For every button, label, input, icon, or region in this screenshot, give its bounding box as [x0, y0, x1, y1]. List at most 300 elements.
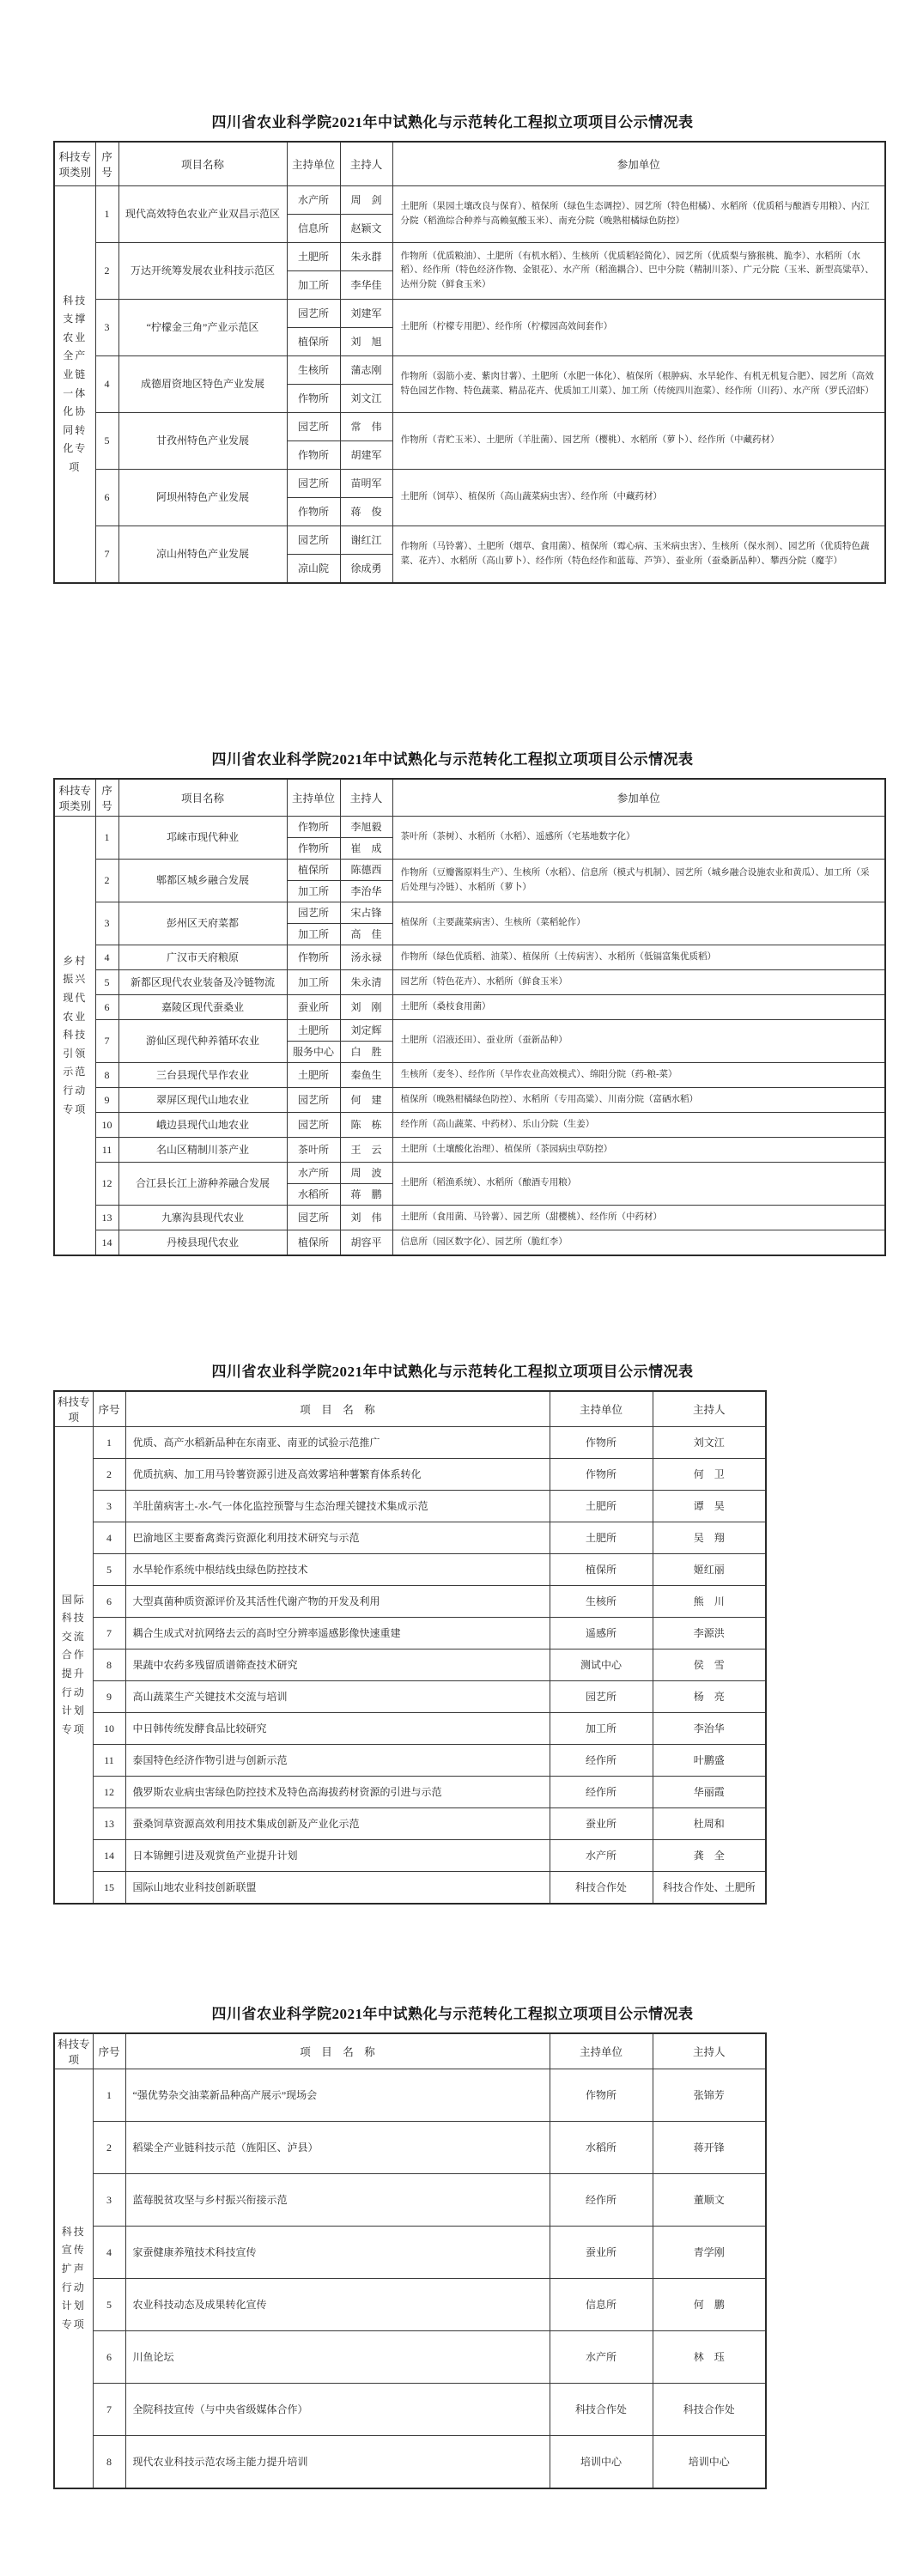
row-no: 2	[93, 1459, 125, 1491]
host-person: 龚 全	[653, 1840, 766, 1872]
project-name: 巴渝地区主要畜禽粪污资源化利用技术研究与示范	[125, 1522, 550, 1554]
host-unit: 信息所	[550, 2279, 653, 2331]
project-name: 邛崃市现代种业	[118, 817, 287, 860]
host-person: 苗明军	[340, 470, 392, 498]
col-header: 序号	[95, 779, 118, 817]
host-unit: 加工所	[287, 271, 340, 300]
host-person: 刘 伟	[340, 1206, 392, 1230]
project-name: 甘孜州特色产业发展	[118, 413, 287, 470]
project-name: 三台县现代旱作农业	[118, 1063, 287, 1088]
table-row	[54, 1681, 766, 1713]
row-no: 4	[95, 356, 118, 413]
table-row	[54, 2069, 766, 2122]
row-no: 8	[93, 2436, 125, 2489]
host-person: 侯 雪	[653, 1649, 766, 1681]
row-no: 12	[95, 1163, 118, 1206]
col-header: 科技专项类别	[54, 142, 95, 186]
project-name: 合江县长江上游种养融合发展	[118, 1163, 287, 1206]
host-unit: 科技合作处	[550, 1872, 653, 1905]
row-no: 14	[93, 1840, 125, 1872]
table-row	[54, 1586, 766, 1618]
project-name: 嘉陵区现代蚕桑业	[118, 995, 287, 1020]
row-no: 5	[93, 2279, 125, 2331]
host-unit: 测试中心	[550, 1649, 653, 1681]
table-row	[54, 1163, 885, 1184]
host-unit: 作物所	[287, 838, 340, 860]
host-unit: 经作所	[550, 1777, 653, 1808]
host-person: 何 建	[340, 1088, 392, 1113]
table-row	[54, 1206, 885, 1230]
col-header: 项目名称	[118, 142, 287, 186]
table-row	[54, 300, 885, 328]
project-name: 优质抗病、加工用马铃薯资源引进及高效雾培种薯繁育体系转化	[125, 1459, 550, 1491]
project-name: 峨边县现代山地农业	[118, 1113, 287, 1138]
col-header: 主持人	[653, 1391, 766, 1427]
row-no: 3	[93, 2174, 125, 2227]
table-row	[54, 1872, 766, 1905]
table-row	[54, 243, 885, 271]
host-unit: 作物所	[287, 498, 340, 526]
host-unit: 信息所	[287, 215, 340, 243]
host-unit: 作物所	[287, 817, 340, 838]
category-cell: 国际科技交流合作提升行动计划专项	[54, 1427, 93, 1905]
row-no: 9	[93, 1681, 125, 1713]
col-header: 主持人	[340, 142, 392, 186]
table-row	[54, 995, 885, 1020]
row-no: 1	[95, 186, 118, 243]
table-row	[54, 2331, 766, 2384]
row-no: 4	[93, 1522, 125, 1554]
host-person: 徐成勇	[340, 555, 392, 584]
project-name: 阿坝州特色产业发展	[118, 470, 287, 526]
row-no: 7	[93, 1618, 125, 1649]
project-name: 水旱轮作系统中根结线虫绿色防控技术	[125, 1554, 550, 1586]
host-person: 林 珏	[653, 2331, 766, 2384]
table-row	[54, 2384, 766, 2436]
project-name: 郫都区城乡融合发展	[118, 860, 287, 902]
host-person: 培训中心	[653, 2436, 766, 2489]
host-unit: 生核所	[287, 356, 340, 385]
table-row	[54, 413, 885, 441]
project-name: 蓝莓脱贫攻坚与乡村振兴衔接示范	[125, 2174, 550, 2227]
category-cell: 乡村振兴现代农业科技引领示范行动专项	[54, 817, 95, 1256]
participants-cell: 园艺所（特色花卉）、水稻所（鲜食玉米）	[392, 970, 885, 995]
host-unit: 土肥所	[287, 1020, 340, 1042]
table-row	[54, 1745, 766, 1777]
host-unit: 土肥所	[287, 1063, 340, 1088]
project-name: 果蔬中农药多残留质谱筛查技术研究	[125, 1649, 550, 1681]
host-unit: 园艺所	[287, 526, 340, 555]
project-name: 名山区精制川茶产业	[118, 1138, 287, 1163]
notice-table-section-3	[0, 1359, 905, 1905]
project-name: 国际山地农业科技创新联盟	[125, 1872, 550, 1905]
row-no: 13	[93, 1808, 125, 1840]
host-unit: 园艺所	[287, 1113, 340, 1138]
col-header: 主持单位	[550, 2033, 653, 2069]
table-row	[54, 1618, 766, 1649]
row-no: 12	[93, 1777, 125, 1808]
table-row	[54, 1554, 766, 1586]
project-name: 现代高效特色农业产业双昌示范区	[118, 186, 287, 243]
col-header: 序号	[95, 142, 118, 186]
project-name: 现代农业科技示范农场主能力提升培训	[125, 2436, 550, 2489]
category-cell: 科技支撑农业全产业链一体化协同转化专项	[54, 186, 95, 584]
host-person: 常 伟	[340, 413, 392, 441]
table-row	[54, 1088, 885, 1113]
project-name: 九寨沟县现代农业	[118, 1206, 287, 1230]
notice-table-section-2	[0, 747, 905, 1256]
row-no: 6	[95, 470, 118, 526]
participants-cell: 经作所（高山蔬菜、中药材）、乐山分院（生姜）	[392, 1113, 885, 1138]
project-name: 高山蔬菜生产关键技术交流与培训	[125, 1681, 550, 1713]
host-unit: 培训中心	[550, 2436, 653, 2489]
col-header: 项 目 名 称	[125, 1391, 550, 1427]
col-header: 序号	[93, 2033, 125, 2069]
participants-cell: 茶叶所（茶树）、水稻所（水稻）、遥感所（宅基地数字化）	[392, 817, 885, 860]
host-person: 谢红江	[340, 526, 392, 555]
host-unit: 加工所	[550, 1713, 653, 1745]
host-unit: 园艺所	[287, 413, 340, 441]
participants-cell: 土肥所（桑枝食用菌）	[392, 995, 885, 1020]
row-no: 3	[93, 1491, 125, 1522]
row-no: 6	[93, 2331, 125, 2384]
host-person: 白 胜	[340, 1042, 392, 1063]
host-person: 华丽霞	[653, 1777, 766, 1808]
host-unit: 植保所	[287, 860, 340, 881]
host-person: 董顺文	[653, 2174, 766, 2227]
table-title: 四川省农业科学院2021年中试熟化与示范转化工程拟立项项目公示情况表	[211, 2006, 694, 2022]
col-header: 参加单位	[392, 142, 885, 186]
host-person: 宋占锋	[340, 902, 392, 924]
project-name: 大型真菌种质资源评价及其活性代谢产物的开发及利用	[125, 1586, 550, 1618]
host-person: 蒋 鹏	[340, 1184, 392, 1206]
host-person: 秦鱼生	[340, 1063, 392, 1088]
table-title: 四川省农业科学院2021年中试熟化与示范转化工程拟立项项目公示情况表	[211, 751, 694, 768]
project-name: 日本锦鲤引进及观赏鱼产业提升计划	[125, 1840, 550, 1872]
project-name: 农业科技动态及成果转化宣传	[125, 2279, 550, 2331]
row-no: 1	[93, 2069, 125, 2122]
project-table-1	[53, 141, 886, 584]
row-no: 4	[95, 945, 118, 970]
participants-cell: 信息所（园区数字化）、园艺所（脆红李）	[392, 1230, 885, 1256]
col-header: 科技专项	[54, 2033, 93, 2069]
table-row	[54, 1063, 885, 1088]
host-person: 胡建军	[340, 441, 392, 470]
host-unit: 水产所	[287, 1163, 340, 1184]
host-person: 蒋 俊	[340, 498, 392, 526]
host-unit: 园艺所	[287, 300, 340, 328]
notice-table-section-1	[0, 110, 905, 584]
participants-cell: 土肥所（沼液还田）、蚕业所（蚕新品种）	[392, 1020, 885, 1063]
participants-cell: 土肥所（果园土壤改良与保育）、植保所（绿色生态调控）、园艺所（特色柑橘）、水稻所（优质稻与酿酒专用粮）、内江分院（稻渔综合种养与高赖氨酸玉米）、南充分院（晚熟柑橘绿色防控）	[392, 186, 885, 243]
host-person: 熊 川	[653, 1586, 766, 1618]
host-unit: 凉山院	[287, 555, 340, 584]
col-header: 科技专项	[54, 1391, 93, 1427]
row-no: 2	[95, 243, 118, 300]
col-header: 主持单位	[287, 779, 340, 817]
host-person: 崔 成	[340, 838, 392, 860]
host-unit: 遥感所	[550, 1618, 653, 1649]
host-person: 刘文江	[653, 1427, 766, 1459]
host-person: 张锦芳	[653, 2069, 766, 2122]
host-person: 蒋开锋	[653, 2122, 766, 2174]
host-person: 周 剑	[340, 186, 392, 215]
host-person: 李源洪	[653, 1618, 766, 1649]
host-person: 杨 亮	[653, 1681, 766, 1713]
host-person: 青学刚	[653, 2227, 766, 2279]
table-row	[54, 902, 885, 924]
table-row	[54, 1459, 766, 1491]
table-row	[54, 945, 885, 970]
row-no: 15	[93, 1872, 125, 1905]
project-name: 优质、高产水稻新品种在东南亚、南亚的试验示范推广	[125, 1427, 550, 1459]
host-unit: 蚕业所	[550, 1808, 653, 1840]
table-row	[54, 2227, 766, 2279]
notice-table-section-4	[0, 2002, 905, 2489]
project-name: 蚕桑饲草资源高效利用技术集成创新及产业化示范	[125, 1808, 550, 1840]
participants-cell: 生核所（麦冬）、经作所（旱作农业高效模式）、绵阳分院（药-粮-菜）	[392, 1063, 885, 1088]
table-row	[54, 2279, 766, 2331]
project-name: 俄罗斯农业病虫害绿色防控技术及特色高海拔药材资源的引进与示范	[125, 1777, 550, 1808]
col-header: 主持人	[653, 2033, 766, 2069]
row-no: 13	[95, 1206, 118, 1230]
row-no: 3	[95, 300, 118, 356]
host-person: 赵颖文	[340, 215, 392, 243]
project-name: 家蚕健康养殖技术科技宣传	[125, 2227, 550, 2279]
row-no: 4	[93, 2227, 125, 2279]
row-no: 6	[93, 1586, 125, 1618]
participants-cell: 土肥所（稻渔系统）、水稻所（酿酒专用粮）	[392, 1163, 885, 1206]
project-table-2	[53, 778, 886, 1256]
project-name: 彭州区天府菜都	[118, 902, 287, 945]
host-unit: 经作所	[550, 1745, 653, 1777]
participants-cell: 植保所（晚熟柑橘绿色防控）、水稻所（专用高粱）、川南分院（富硒水稻）	[392, 1088, 885, 1113]
host-unit: 蚕业所	[550, 2227, 653, 2279]
host-person: 吴 翔	[653, 1522, 766, 1554]
row-no: 7	[95, 526, 118, 584]
table-row	[54, 470, 885, 498]
category-cell: 科技宣传扩声行动计划专项	[54, 2069, 93, 2489]
table-title: 四川省农业科学院2021年中试熟化与示范转化工程拟立项项目公示情况表	[211, 1364, 694, 1380]
row-no: 5	[95, 413, 118, 470]
host-person: 姬红丽	[653, 1554, 766, 1586]
project-table-3	[53, 1390, 767, 1905]
participants-cell: 作物所（马铃薯）、土肥所（烟草、食用菌）、植保所（霉心病、玉米病虫害）、生核所（保水剂）、园艺所（优质特色蔬菜、花卉）、水稻所（高山萝卜）、经作所（特色经作和蓝莓、芦笋）、蚕业所（蚕桑新品种）、攀西分院（魔芋）	[392, 526, 885, 584]
host-unit: 作物所	[287, 385, 340, 413]
col-header: 主持单位	[287, 142, 340, 186]
host-person: 李治华	[340, 881, 392, 902]
host-unit: 土肥所	[550, 1491, 653, 1522]
table-row	[54, 1713, 766, 1745]
participants-cell: 土肥所（土壤酸化治理）、植保所（茶园病虫草防控）	[392, 1138, 885, 1163]
host-unit: 生核所	[550, 1586, 653, 1618]
host-unit: 植保所	[287, 328, 340, 356]
table-row	[54, 1808, 766, 1840]
table-row	[54, 1427, 766, 1459]
host-person: 李治华	[653, 1713, 766, 1745]
participants-cell: 作物所（豆瓣酱原料生产）、生核所（水稻）、信息所（模式与机制）、园艺所（城乡融合设施农业和黄瓜）、加工所（采后处理与冷链）、水稻所（萝卜）	[392, 860, 885, 902]
project-name: 丹棱县现代农业	[118, 1230, 287, 1256]
host-person: 朱永清	[340, 970, 392, 995]
host-unit: 作物所	[550, 1427, 653, 1459]
project-name: 成德眉资地区特色产业发展	[118, 356, 287, 413]
host-person: 科技合作处、土肥所	[653, 1872, 766, 1905]
table-row	[54, 860, 885, 881]
participants-cell: 作物所（优质粮油）、土肥所（有机水稻）、生核所（优质稻轻简化）、园艺所（优质梨与猕猴桃、脆李）、水稻所（水稻）、经作所（特色经济作物、金银花）、水产所（稻渔耦合）、巴中分院（精制川茶）、广元分院（玉米、新型高粱草）、达州分院（鲜食玉米）	[392, 243, 885, 300]
host-unit: 作物所	[287, 945, 340, 970]
host-unit: 水稻所	[550, 2122, 653, 2174]
table-row	[54, 1840, 766, 1872]
table-row	[54, 1138, 885, 1163]
host-person: 科技合作处	[653, 2384, 766, 2436]
row-no: 8	[93, 1649, 125, 1681]
participants-cell: 作物所（弱筋小麦、紫肉甘薯）、土肥所（水肥一体化）、植保所（根肿病、水旱轮作、有机无机复合肥）、园艺所（高效特色园艺作物、特色蔬菜、精品花卉、优质加工川菜）、加工所（传统四川泡菜）、经作所（川药）、水产所（罗氏沼虾）	[392, 356, 885, 413]
row-no: 9	[95, 1088, 118, 1113]
table-row	[54, 1522, 766, 1554]
host-person: 李华佳	[340, 271, 392, 300]
host-person: 何 卫	[653, 1459, 766, 1491]
project-name: 广汉市天府粮原	[118, 945, 287, 970]
host-person: 谭 昊	[653, 1491, 766, 1522]
col-header: 主持单位	[550, 1391, 653, 1427]
table-row	[54, 2122, 766, 2174]
host-person: 周 波	[340, 1163, 392, 1184]
participants-cell: 植保所（主要蔬菜病害）、生核所（菜稻轮作）	[392, 902, 885, 945]
row-no: 5	[93, 1554, 125, 1586]
row-no: 14	[95, 1230, 118, 1256]
participants-cell: 作物所（青贮玉米）、土肥所（羊肚菌）、园艺所（樱桃）、水稻所（萝卜）、经作所（中藏药材）	[392, 413, 885, 470]
row-no: 7	[93, 2384, 125, 2436]
table-row	[54, 526, 885, 555]
col-header: 参加单位	[392, 779, 885, 817]
host-person: 叶鹏盛	[653, 1745, 766, 1777]
project-name: 游仙区现代种养循环农业	[118, 1020, 287, 1063]
host-person: 刘 旭	[340, 328, 392, 356]
row-no: 7	[95, 1020, 118, 1063]
host-person: 朱永群	[340, 243, 392, 271]
project-name: 新都区现代农业装备及冷链物流	[118, 970, 287, 995]
table-row	[54, 356, 885, 385]
row-no: 2	[93, 2122, 125, 2174]
row-no: 11	[93, 1745, 125, 1777]
host-unit: 园艺所	[287, 1206, 340, 1230]
participants-cell: 土肥所（饲草）、植保所（高山蔬菜病虫害）、经作所（中藏药材）	[392, 470, 885, 526]
project-name: 万达开统筹发展农业科技示范区	[118, 243, 287, 300]
project-name: 稻粱全产业链科技示范（旌阳区、泸县）	[125, 2122, 550, 2174]
host-person: 杜周和	[653, 1808, 766, 1840]
project-name: “强优势杂交油菜新品种高产展示”现场会	[125, 2069, 550, 2122]
col-header: 项目名称	[118, 779, 287, 817]
host-unit: 服务中心	[287, 1042, 340, 1063]
host-person: 蒲志刚	[340, 356, 392, 385]
host-unit: 土肥所	[550, 1522, 653, 1554]
table-row	[54, 186, 885, 215]
host-unit: 水产所	[550, 1840, 653, 1872]
project-name: 川鱼论坛	[125, 2331, 550, 2384]
host-person: 陈德西	[340, 860, 392, 881]
row-no: 10	[93, 1713, 125, 1745]
participants-cell: 土肥所（食用菌、马铃薯）、园艺所（甜樱桃）、经作所（中药材）	[392, 1206, 885, 1230]
host-unit: 园艺所	[550, 1681, 653, 1713]
host-person: 陈 栋	[340, 1113, 392, 1138]
table-row	[54, 1230, 885, 1256]
host-unit: 园艺所	[287, 902, 340, 924]
table-row	[54, 2174, 766, 2227]
host-person: 刘文江	[340, 385, 392, 413]
table-row	[54, 970, 885, 995]
host-person: 汤永禄	[340, 945, 392, 970]
host-person: 王 云	[340, 1138, 392, 1163]
participants-cell: 土肥所（柠檬专用肥）、经作所（柠檬园高效间套作）	[392, 300, 885, 356]
row-no: 2	[95, 860, 118, 902]
host-unit: 经作所	[550, 2174, 653, 2227]
project-name: 羊肚菌病害土-水-气一体化监控预警与生态治理关键技术集成示范	[125, 1491, 550, 1522]
table-row	[54, 1777, 766, 1808]
host-person: 何 鹏	[653, 2279, 766, 2331]
row-no: 6	[95, 995, 118, 1020]
host-unit: 水产所	[287, 186, 340, 215]
table-row	[54, 1649, 766, 1681]
project-table-4	[53, 2032, 767, 2489]
host-unit: 作物所	[287, 441, 340, 470]
project-name: 泰国特色经济作物引进与创新示范	[125, 1745, 550, 1777]
table-title: 四川省农业科学院2021年中试熟化与示范转化工程拟立项项目公示情况表	[211, 114, 694, 131]
host-unit: 加工所	[287, 970, 340, 995]
row-no: 11	[95, 1138, 118, 1163]
table-row	[54, 2436, 766, 2489]
table-row	[54, 817, 885, 838]
table-row	[54, 1113, 885, 1138]
host-unit: 土肥所	[287, 243, 340, 271]
host-unit: 蚕业所	[287, 995, 340, 1020]
host-unit: 水产所	[550, 2331, 653, 2384]
host-unit: 水稻所	[287, 1184, 340, 1206]
project-name: 中日韩传统发酵食品比较研究	[125, 1713, 550, 1745]
host-unit: 作物所	[550, 1459, 653, 1491]
host-person: 刘建军	[340, 300, 392, 328]
host-unit: 园艺所	[287, 1088, 340, 1113]
project-name: 耦合生成式对抗网络去云的高时空分辨率遥感影像快速重建	[125, 1618, 550, 1649]
participants-cell: 作物所（绿色优质稻、油菜）、植保所（土传病害）、水稻所（低镉富集优质稻）	[392, 945, 885, 970]
table-row	[54, 1491, 766, 1522]
host-unit: 加工所	[287, 881, 340, 902]
host-person: 李旭毅	[340, 817, 392, 838]
host-person: 高 佳	[340, 924, 392, 945]
project-name: 凉山州特色产业发展	[118, 526, 287, 584]
row-no: 8	[95, 1063, 118, 1088]
col-header: 项 目 名 称	[125, 2033, 550, 2069]
host-unit: 园艺所	[287, 470, 340, 498]
row-no: 5	[95, 970, 118, 995]
host-person: 刘定辉	[340, 1020, 392, 1042]
host-unit: 作物所	[550, 2069, 653, 2122]
host-unit: 科技合作处	[550, 2384, 653, 2436]
col-header: 序号	[93, 1391, 125, 1427]
row-no: 1	[93, 1427, 125, 1459]
row-no: 10	[95, 1113, 118, 1138]
project-name: 翠屏区现代山地农业	[118, 1088, 287, 1113]
table-row	[54, 1020, 885, 1042]
host-unit: 植保所	[287, 1230, 340, 1256]
host-person: 胡容平	[340, 1230, 392, 1256]
row-no: 1	[95, 817, 118, 860]
project-name: 全院科技宣传（与中央省级媒体合作）	[125, 2384, 550, 2436]
host-person: 刘 刚	[340, 995, 392, 1020]
project-name: “柠檬金三角”产业示范区	[118, 300, 287, 356]
host-unit: 茶叶所	[287, 1138, 340, 1163]
col-header: 主持人	[340, 779, 392, 817]
host-unit: 加工所	[287, 924, 340, 945]
